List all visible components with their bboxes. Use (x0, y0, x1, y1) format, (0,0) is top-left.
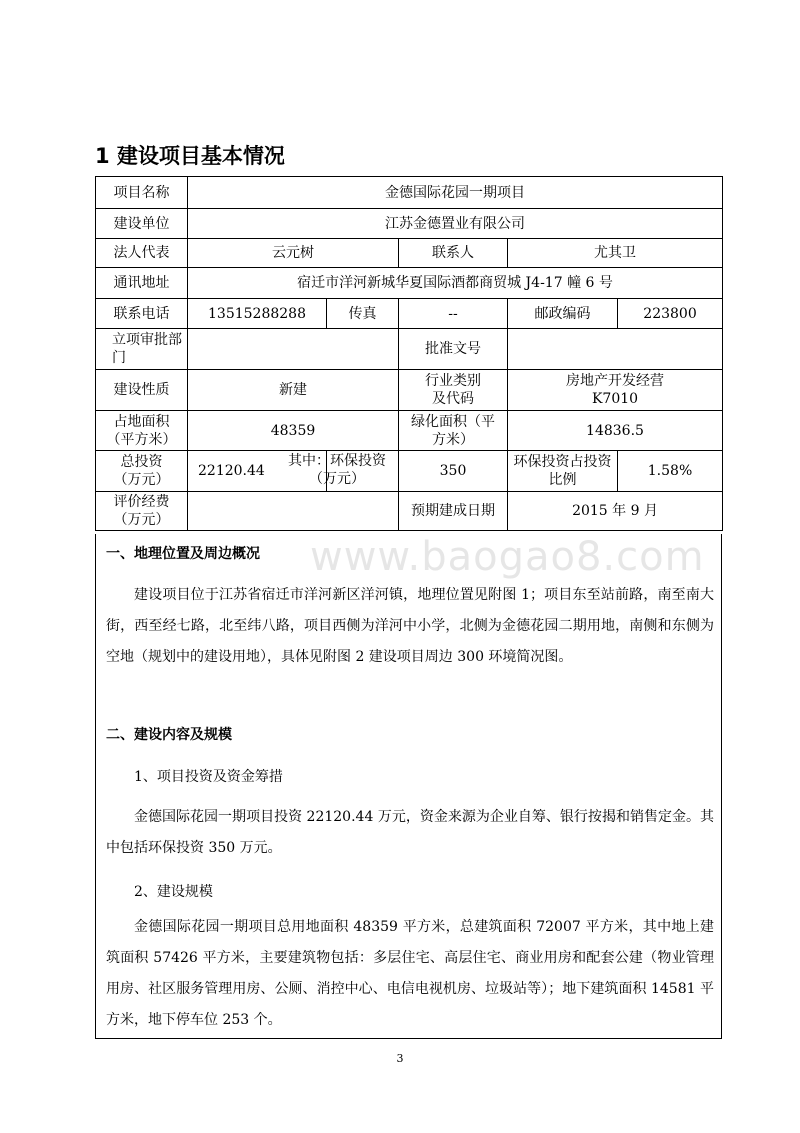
postcode-label: 邮政编码 (508, 299, 618, 329)
table-row (96, 299, 723, 329)
completion-label: 预期建成日期 (399, 492, 508, 531)
project-info-table (95, 176, 723, 531)
phone-label: 联系电话 (96, 299, 188, 329)
project-name-label: 项目名称 (96, 177, 188, 209)
land-area-value: 48359 (188, 411, 399, 451)
postcode-value: 223800 (618, 299, 723, 329)
env-ratio-value: 1.58% (618, 451, 723, 492)
approval-dept-label: 立项审批部门 (96, 329, 188, 370)
eval-fee-value (188, 492, 399, 531)
table-row (96, 209, 723, 239)
total-invest-label: 总投资（万元） (96, 451, 188, 492)
table-row (96, 411, 723, 451)
page-heading: 1 建设项目基本情况 (95, 144, 285, 168)
green-area-label: 绿化面积（平方米） (399, 411, 508, 451)
env-ratio-label: 环保投资占投资比例 (508, 451, 618, 492)
green-area-value: 14836.5 (508, 411, 723, 451)
section-title-location: 一、地理位置及周边概况 (106, 546, 260, 562)
section-body-location: 建设项目位于江苏省宿迁市洋河新区洋河镇，地理位置见附图 1；项目东至站前路，南至南大街，西至经七路，北至纬八路，项目西侧为洋河中小学，北侧为金德花园二期用地，南侧和东侧为空地（规划中的建设用地），具体见附图 2 建设项目周边 300 环境简况图。 (106, 587, 714, 665)
total-invest-value: 22120.44 (188, 451, 327, 492)
env-invest-value: 350 (399, 451, 508, 492)
subsection-investment: 1、项目投资及资金筹措 (134, 769, 283, 785)
approval-no-value (508, 329, 723, 370)
address-label: 通讯地址 (96, 268, 188, 299)
table-row (96, 370, 723, 411)
table-row (96, 268, 723, 299)
address-value: 宿迁市洋河新城华夏国际酒都商贸城 J4-17 幢 6 号 (188, 268, 723, 299)
fax-value: -- (399, 299, 508, 329)
nature-value: 新建 (188, 370, 399, 411)
table-row (96, 329, 723, 370)
project-name-value: 金德国际花园一期项目 (188, 177, 723, 209)
industry-value (508, 370, 723, 411)
table-row (96, 177, 723, 209)
watermark: www.baogao8.com (310, 534, 705, 580)
industry-code: K7010 (591, 391, 639, 407)
contact-label: 联系人 (399, 239, 508, 268)
fax-label: 传真 (327, 299, 399, 329)
eval-fee-label: 评价经费（万元） (96, 492, 188, 531)
legal-rep-label: 法人代表 (96, 239, 188, 268)
nature-label: 建设性质 (96, 370, 188, 411)
land-area-label: 占地面积（平方米） (96, 411, 188, 451)
builder-value: 江苏金德置业有限公司 (188, 209, 723, 239)
industry-label: 行业类别及代码 (399, 370, 508, 411)
phone-value: 13515288288 (188, 299, 327, 329)
completion-value: 2015 年 9 月 (508, 492, 723, 531)
approval-no-label: 批准文号 (399, 329, 508, 370)
content-panel (95, 534, 722, 1039)
builder-label: 建设单位 (96, 209, 188, 239)
legal-rep-value: 云元树 (188, 239, 399, 268)
section-title-scale: 二、建设内容及规模 (106, 727, 232, 743)
paragraph-scale: 金德国际花园一期项目总用地面积 48359 平方米，总建筑面积 72007 平方米，其中地上建筑面积 57426 平方米，主要建筑物包括：多层住宅、高层住宅、商业用房和配套公建（物业管理用房、社区服务管理用房、公厕、消控中心、电信电视机房、垃圾站等）；地下建筑面积 14581 平方米，地下停车位 253 个。 (106, 919, 714, 1028)
approval-dept-value (188, 329, 399, 370)
page-number: 3 (396, 1052, 404, 1065)
env-invest-label: 其中：环保投资（万元） (288, 453, 386, 487)
contact-value: 尤其卫 (508, 239, 723, 268)
industry-name: 房地产开发经营 (566, 373, 664, 389)
paragraph-investment: 金德国际花园一期项目投资 22120.44 万元，资金来源为企业自筹、银行按揭和销售定金。其中包括环保投资 350 万元。 (106, 809, 714, 856)
subsection-scale: 2、建设规模 (134, 884, 213, 900)
table-row (96, 239, 723, 268)
table-row (96, 451, 723, 492)
table-row (96, 492, 723, 531)
